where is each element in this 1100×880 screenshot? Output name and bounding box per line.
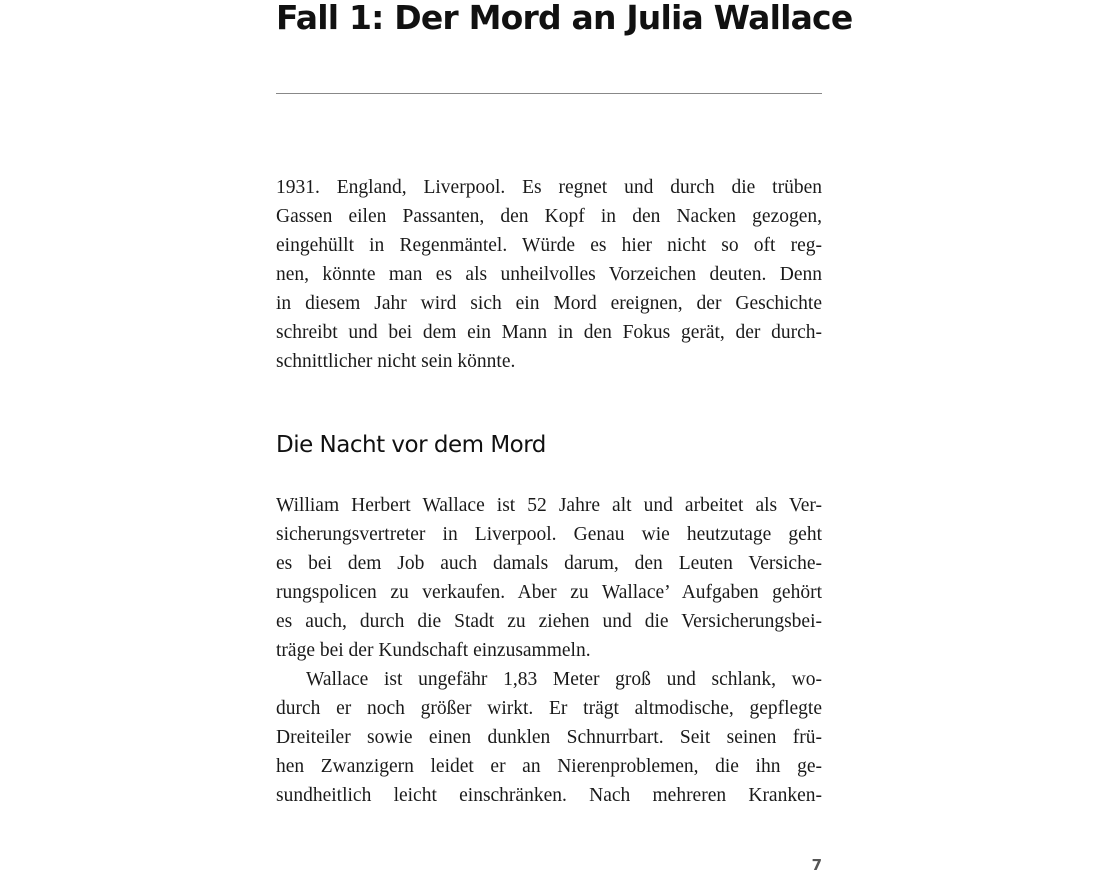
paragraph-line: Wallace ist ungefähr 1,83 Meter groß und schlank, wo- <box>306 669 822 690</box>
intro-line: eingehüllt in Regenmäntel. Würde es hier nicht so oft reg- <box>276 235 822 256</box>
section-body <box>276 491 822 810</box>
paragraph-line: durch er noch größer wirkt. Er trägt altmodische, gepflegte <box>276 698 822 719</box>
paragraph-line: Dreiteiler sowie einen dunklen Schnurrbart. Seit seinen frü- <box>276 727 822 748</box>
page-number: 7 <box>811 856 822 874</box>
intro-line: schreibt und bei dem ein Mann in den Fokus gerät, der durch- <box>276 322 822 343</box>
paragraph-line: träge bei der Kundschaft einzusammeln. <box>276 640 591 661</box>
intro-line: 1931. England, Liverpool. Es regnet und durch die trüben <box>276 177 822 198</box>
title-divider <box>276 93 822 94</box>
paragraph-line: rungspolicen zu verkaufen. Aber zu Wallace’ Aufgaben gehört <box>276 582 822 603</box>
intro-line: nen, könnte man es als unheilvolles Vorzeichen deuten. Denn <box>276 264 822 285</box>
paragraph-2 <box>276 665 822 810</box>
intro-line: in diesem Jahr wird sich ein Mord ereignen, der Geschichte <box>276 293 822 314</box>
intro-line: Gassen eilen Passanten, den Kopf in den Nacken gezogen, <box>276 206 822 227</box>
chapter-title: Fall 1: Der Mord an Julia Wallace <box>276 0 853 37</box>
paragraph-line: es bei dem Job auch damals darum, den Leuten Versiche- <box>276 553 822 574</box>
paragraph-line: hen Zwanzigern leidet er an Nierenproblemen, die ihn ge- <box>276 756 822 777</box>
paragraph-line: sundheitlich leicht einschränken. Nach mehreren Kranken- <box>276 785 822 806</box>
intro-paragraph <box>276 173 822 376</box>
section-heading: Die Nacht vor dem Mord <box>276 432 546 458</box>
paragraph-line: sicherungsvertreter in Liverpool. Genau wie heutzutage geht <box>276 524 822 545</box>
paragraph-1 <box>276 491 822 665</box>
intro-line: schnittlicher nicht sein könnte. <box>276 351 516 372</box>
paragraph-line: es auch, durch die Stadt zu ziehen und die Versicherungsbei- <box>276 611 822 632</box>
paragraph-line: William Herbert Wallace ist 52 Jahre alt und arbeitet als Ver- <box>276 495 822 516</box>
